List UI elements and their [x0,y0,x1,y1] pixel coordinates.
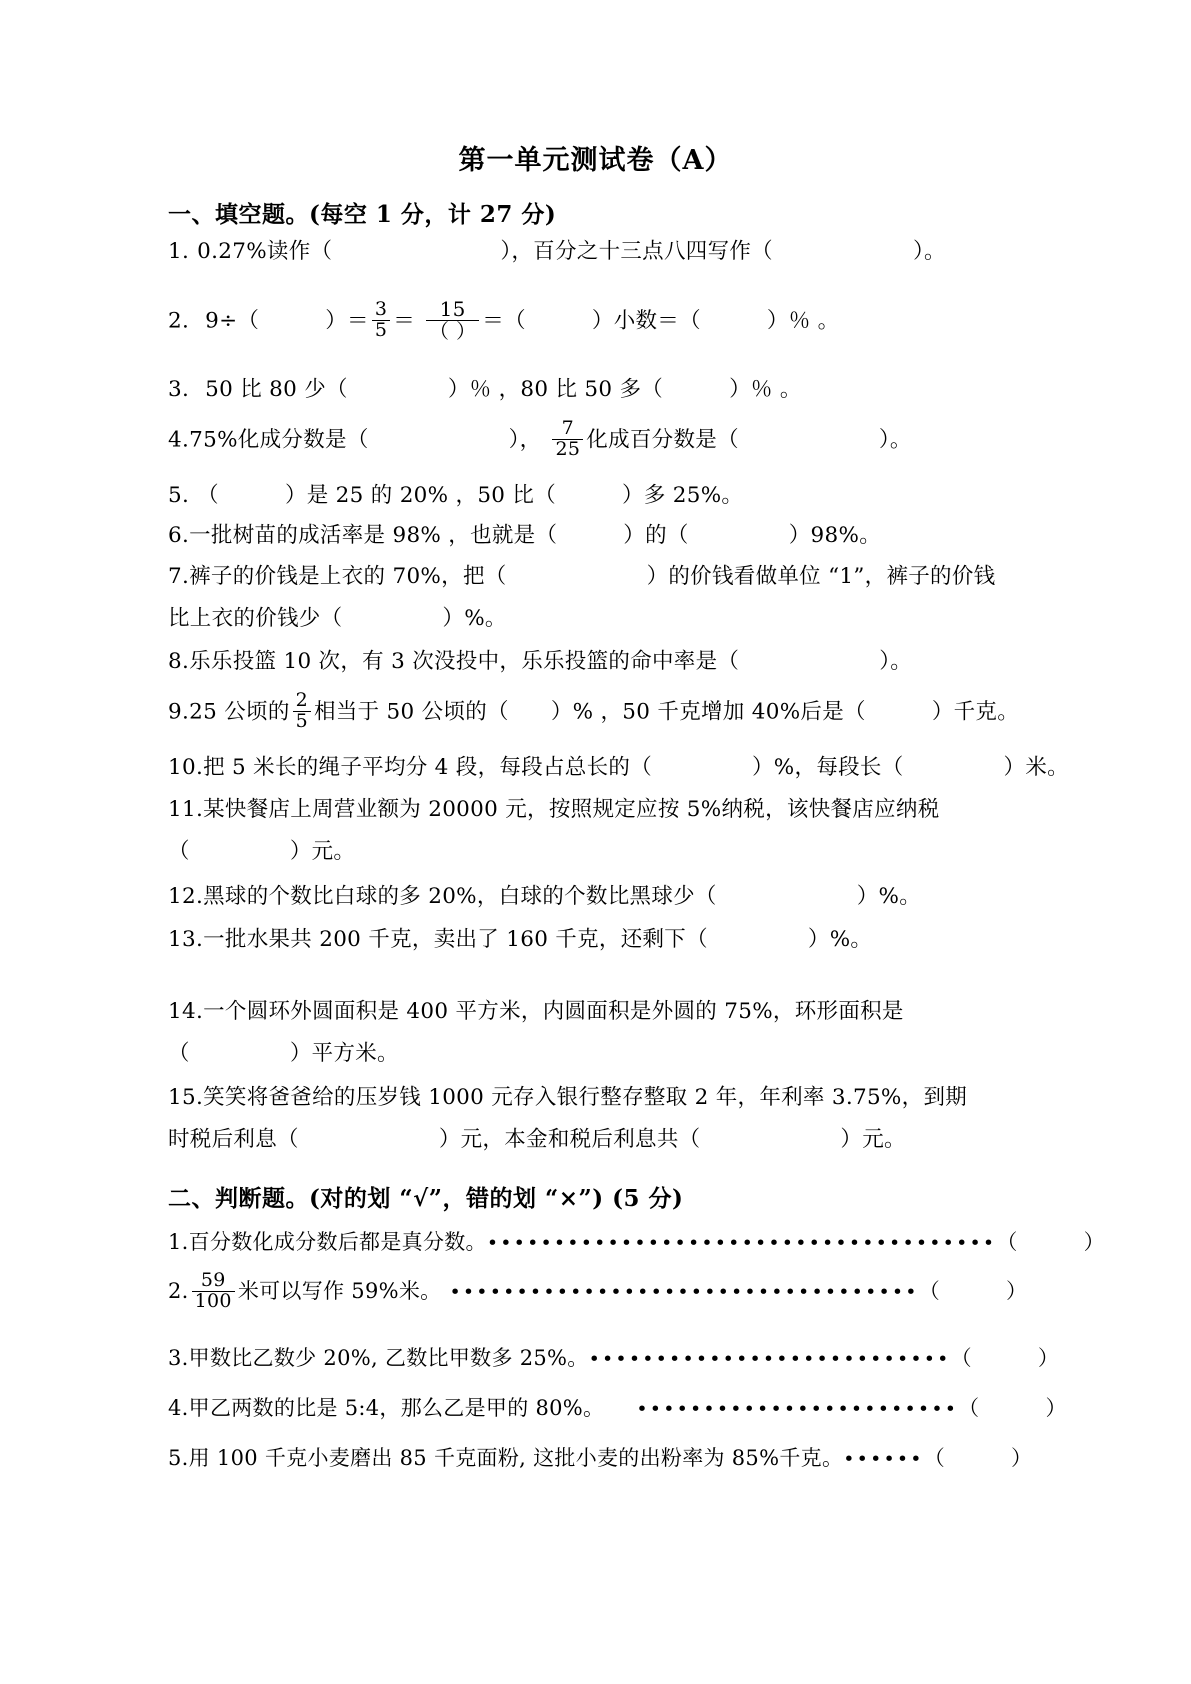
leader-dots: •••••••••••••••••••••••••••••••••••••• [486,1232,997,1254]
tf-question-1-paren-open: （ [996,1230,1018,1254]
question-14-number: 14. [168,999,204,1024]
tf-question-1-paren-close: ） [1083,1230,1105,1254]
question-1-part-1: 0.27%读作（ [197,239,333,264]
fraction-denominator: 25 [552,439,583,460]
question-4-mid: ）， [508,427,542,453]
question-11-number: 11. [168,797,204,822]
question-3-part-1: 50 比 80 少（ [205,377,348,402]
question-5-number: 5. [168,483,190,508]
tf-question-2-text: 米可以写作 59%米。 [237,1278,442,1303]
leader-dots: •••••• [843,1448,924,1470]
tf-question-5-paren-open: （ [923,1446,946,1470]
tf-question-2 [168,1269,1028,1313]
question-9-fraction [293,691,311,732]
question-4-fraction [552,419,583,460]
question-13 [168,928,872,953]
question-2-fraction-1 [372,300,390,341]
tf-question-4 [168,1392,1067,1422]
fraction-numerator: 2 [295,689,309,711]
question-2-mid-3: ＝（ [482,308,526,334]
tf-question-4-number: 4. [168,1396,189,1420]
tf-question-2-paren-open: （ [918,1278,941,1303]
question-12-number: 12. [168,884,204,909]
question-13-number: 13. [168,927,204,952]
tf-question-5-paren-close: ） [1011,1446,1033,1470]
question-2 [168,297,840,343]
question-9-mid-2: ）% ，50 千克增加 40%后是（ [550,699,866,725]
question-8-number: 8. [168,649,190,674]
question-8 [168,650,912,675]
tf-question-3-paren-open: （ [950,1346,972,1370]
question-14-text-2b: ）平方米。 [289,1041,399,1066]
tf-question-4-text: 甲乙两数的比是 5:4，那么乙是甲的 80%。 [188,1396,605,1420]
tf-question-5-number: 5. [168,1446,189,1470]
question-8-part-2: ）。 [879,649,913,674]
question-6-part-1: 一批树苗的成活率是 98% ，也就是（ [189,523,558,548]
question-11-text-1: 某快餐店上周营业额为 20000 元，按照规定应按 5%纳税，该快餐店应纳税 [203,797,940,822]
question-3-number: 3. [168,377,190,402]
tf-question-2-number: 2. [168,1278,189,1303]
question-3 [168,378,802,403]
tf-question-1 [168,1226,1105,1256]
leader-dots: ••••••••••••••••••••••••••• [588,1348,951,1370]
question-4-tail: ）。 [878,427,912,453]
question-10-part-1: 把 5 米长的绳子平均分 4 段，每段占总长的（ [203,755,652,780]
question-7-text-2: 比上衣的价钱少（ [168,606,343,631]
fraction-denominator: 5 [372,320,390,341]
question-7-line-1 [168,565,995,590]
fraction-denominator-blank[interactable]: （ ） [426,320,479,342]
tf-question-4-paren-close: ） [1045,1396,1067,1420]
tf-question-4-paren-open: （ [958,1396,980,1420]
question-10-part-2: ）%，每段长（ [752,755,904,780]
question-5-part-3: ）多 25%。 [622,483,744,508]
question-9-pre: 25 公顷的 [189,699,290,725]
tf-question-1-text: 百分数化成分数后都是真分数。 [188,1230,487,1254]
question-15-text-2c: ）元。 [840,1127,906,1152]
question-9-number: 9. [168,699,190,725]
question-4-number: 4. [168,427,190,453]
question-10 [168,756,1069,781]
question-6-part-2: ）的（ [623,523,689,548]
question-6-number: 6. [168,523,190,548]
question-15-line-2 [168,1128,906,1153]
question-15-number: 15. [168,1085,204,1110]
question-4 [168,417,912,461]
question-2-pre: 9÷（ [205,308,260,334]
question-4-post: 化成百分数是（ [586,427,739,453]
tf-question-2-paren-close: ） [1006,1278,1028,1303]
fraction-denominator: 5 [293,711,311,732]
question-11-line-2 [168,840,355,865]
question-9-post: ）千克。 [931,699,1020,725]
question-9 [168,689,1020,733]
question-12 [168,885,921,910]
tf-question-3-number: 3. [168,1346,189,1370]
question-2-fraction-2 [426,299,479,342]
question-9-mid: 相当于 50 公顷的（ [314,699,509,725]
question-15-text-1: 笑笑将爸爸给的压岁钱 1000 元存入银行整存整取 2 年，年利率 3.75%，到期 [203,1085,968,1110]
leader-dots: •••••••••••••••••••••••• [636,1398,959,1420]
question-2-mid-1: ）＝ [325,308,369,334]
question-15-text-2: 时税后利息（ [168,1127,299,1152]
question-15-line-1 [168,1086,967,1111]
tf-question-5 [168,1442,1032,1472]
question-2-post: ）％ 。 [766,308,840,334]
question-7-text-1: 裤子的价钱是上衣的 70%，把（ [189,564,507,589]
question-1 [168,240,946,265]
leader-dots: ••••••••••••••••••••••••••••••••••• [449,1280,919,1303]
question-7-text-1b: ）的价钱看做单位 “1”，裤子的价钱 [646,564,996,589]
question-6 [168,524,881,549]
question-5-part-1: （ [197,483,219,508]
question-11-text-2b: ）元。 [289,839,356,864]
question-3-part-3: ）％ 。 [729,377,802,402]
question-12-part-2: ）%。 [856,884,922,909]
question-7-number: 7. [168,564,190,589]
fraction-numerator: 59 [200,1269,226,1291]
question-5-part-2: ）是 25 的 20% ，50 比（ [284,483,557,508]
tf-question-3-paren-close: ） [1037,1346,1060,1370]
question-12-part-1: 黑球的个数比白球的多 20%，白球的个数比黑球少（ [203,884,717,909]
question-2-mid-4: ）小数＝（ [591,308,701,334]
question-10-number: 10. [168,755,204,780]
fraction-numerator: 7 [561,417,575,439]
question-14-text-2: （ [168,1041,190,1066]
question-2-mid-2: ＝ [393,308,416,334]
question-10-part-3: ）米。 [1003,755,1069,780]
question-6-part-3: ）98%。 [788,523,881,548]
question-1-number: 1. [168,239,190,264]
question-11-text-2: （ [168,839,190,864]
question-15-text-2b: ）元，本金和税后利息共（ [438,1127,701,1152]
question-11-line-1 [168,798,940,823]
question-13-part-2: ）%。 [807,927,873,952]
tf-question-3 [168,1342,1059,1372]
question-3-part-2: ）％ ，80 比 50 多（ [447,377,664,402]
section-heading-true-false: 二、判断题。(对的划 “√”，错的划 “×”) (5 分) [168,1185,684,1212]
question-14-line-2 [168,1042,399,1067]
fraction-denominator: 100 [192,1291,235,1312]
question-1-part-3: ）。 [912,239,946,264]
question-14-text-1: 一个圆环外圆面积是 400 平方米，内圆面积是外圆的 75%，环形面积是 [203,999,904,1024]
tf-question-2-fraction [192,1271,235,1312]
question-7-line-2 [168,607,507,632]
question-7-text-2b: ）%。 [442,606,507,631]
question-14-line-1 [168,1000,904,1025]
question-5 [168,484,743,509]
tf-question-5-text: 用 100 千克小麦磨出 85 千克面粉, 这批小麦的出粉率为 85%千克。 [188,1446,844,1470]
tf-question-1-number: 1. [168,1230,189,1254]
fraction-numerator: 15 [439,297,466,321]
page-title: 第一单元测试卷（A） [458,145,733,176]
question-4-pre: 75%化成分数是（ [189,427,369,453]
question-1-part-2: ），百分之十三点八四写作（ [500,239,773,264]
tf-question-3-text: 甲数比乙数少 20%, 乙数比甲数多 25%。 [188,1346,589,1370]
section-heading-fill-in-blanks: 一、填空题。(每空 1 分，计 27 分) [168,201,557,228]
question-13-part-1: 一批水果共 200 千克，卖出了 160 千克，还剩下（ [203,927,708,952]
question-8-part-1: 乐乐投篮 10 次，有 3 次没投中，乐乐投篮的命中率是（ [189,649,740,674]
question-2-number: 2. [168,308,190,334]
fraction-numerator: 3 [374,298,388,321]
